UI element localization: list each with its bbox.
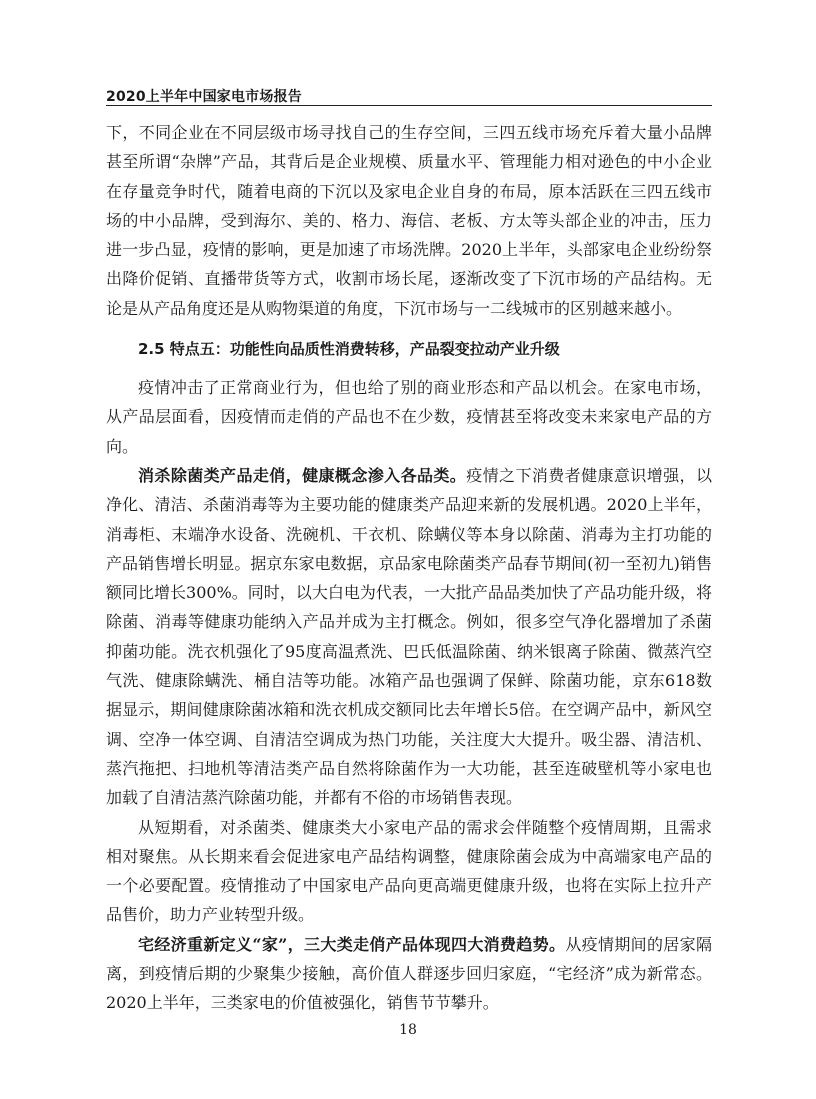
paragraph-intro: 疫情冲击了正常商业行为，但也给了别的商业形态和产品以机会。在家电市场，从产品层面看，因疫情而走俏的产品也不在少数，疫情甚至将改变未来家电产品的方向。 [106, 378, 712, 456]
paragraph-home-economy [106, 930, 712, 1018]
section-heading: 2.5 特点五：功能性向品质性消费转移，产品裂变拉动产业升级 [138, 340, 560, 359]
header-divider [106, 105, 712, 106]
running-header: 2020上半年中国家电市场报告 [106, 89, 302, 105]
page-number: 18 [399, 1022, 417, 1038]
paragraph-disinfection [106, 461, 712, 813]
paragraph-outlook: 从短期看，对杀菌类、健康类大小家电产品的需求会伴随整个疫情周期，且需求相对聚焦。从长期来看会促进家电产品结构调整，健康除菌会成为中高端家电产品的一个必要配置。疫情推动了中国家电产品向更高端更健康升级，也将在实际上拉升产品售价，助力产业转型升级。 [106, 817, 712, 925]
paragraph-lead-disinfection: 消杀除菌类产品走俏，健康概念渗入各品类。 [138, 465, 467, 485]
paragraph-body-disinfection: 疫情之下消费者健康意识增强，以净化、清洁、杀菌消毒等为主要功能的健康类产品迎来新的发展机遇。2020上半年，消毒柜、末端净水设备、洗碗机、干衣机、除螨仪等本身以除菌、消毒为主打功能的产品销售增长明显。据京东家电数据，京品家电除菌类产品春节期间(初一至初九)销售额同比增长300%。同时，以大白电为代表，一大批产品品类加快了产品功能升级，将除菌、消毒等健康功能纳入产品并成为主打概念。例如，很多空气净化器增加了杀菌抑菌功能。洗衣机强化了95度高温煮洗、巴氏低温除菌、纳米银离子除菌、微蒸汽空气洗、健康除螨洗、桶自洁等功能。冰箱产品也强调了保鲜、除菌功能，京东618数据显示，期间健康除菌冰箱和洗衣机成交额同比去年增长5倍。在空调产品中，新风空调、空净一体空调、自清洁空调成为热门功能，关注度大大提升。吸尘器、清洁机、蒸汽拖把、扫地机等清洁类产品自然将除菌作为一大功能，甚至连破壁机等小家电也加载了自清洁蒸汽除菌功能，并都有不俗的市场销售表现。 [106, 465, 712, 808]
paragraph-lead-home-economy: 宅经济重新定义“家”，三大类走俏产品体现四大消费趋势。 [138, 934, 566, 954]
page-body [106, 118, 712, 1018]
paragraph-body-home-economy: 从疫情期间的居家隔离，到疫情后期的少聚集少接触，高价值人群逐步回归家庭，“宅经济”成为新常态。2020上半年，三类家电的价值被强化，销售节节攀升。 [106, 934, 712, 1013]
paragraph-continuation: 下，不同企业在不同层级市场寻找自己的生存空间，三四五线市场充斥着大量小品牌甚至所谓“杂牌”产品，其背后是企业规模、质量水平、管理能力相对逊色的中小企业在存量竞争时代，随着电商的下沉以及家电企业自身的布局，原本活跃在三四五线市场的中小品牌，受到海尔、美的、格力、海信、老板、方太等头部企业的冲击，压力进一步凸显，疫情的影响，更是加速了市场洗牌。2020上半年，头部家电企业纷纷祭出降价促销、直播带货等方式，收割市场长尾，逐渐改变了下沉市场的产品结构。无论是从产品角度还是从购物渠道的角度，下沉市场与一二线城市的区别越来越小。 [106, 123, 712, 318]
